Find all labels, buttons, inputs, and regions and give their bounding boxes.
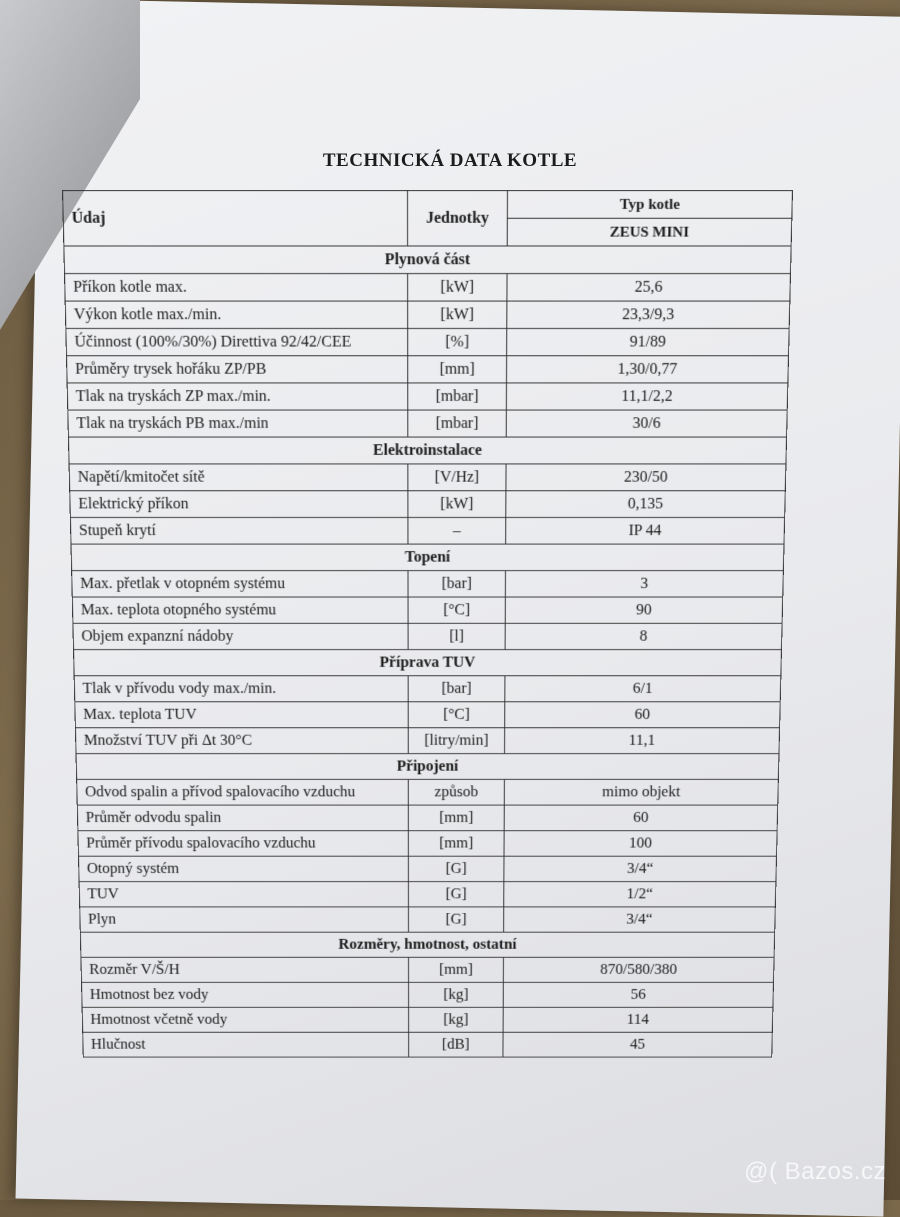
section-header-row	[71, 544, 784, 571]
row-label: Max. přetlak v otopném systému	[72, 571, 408, 597]
row-unit: [mbar]	[408, 383, 507, 410]
table-row	[83, 1032, 773, 1057]
row-value: 114	[503, 1007, 773, 1032]
section-header-row	[80, 932, 774, 957]
row-unit: [kW]	[408, 301, 507, 328]
section-title: Připojení	[76, 754, 779, 780]
table-row	[72, 571, 784, 597]
table-row	[81, 957, 774, 982]
row-unit: [%]	[408, 328, 507, 355]
row-value: 230/50	[506, 464, 786, 491]
section-title: Plynová část	[64, 246, 791, 274]
table-row	[77, 805, 778, 831]
row-unit: [mm]	[408, 831, 504, 857]
table-row	[66, 328, 789, 355]
row-label: Hmotnost včetně vody	[82, 1007, 409, 1032]
row-label: Max. teplota TUV	[75, 702, 408, 728]
row-unit: [G]	[408, 907, 503, 932]
row-value: 3	[505, 571, 783, 597]
table-row	[82, 1007, 773, 1032]
row-label: Plyn	[80, 907, 409, 932]
spec-table-body	[63, 190, 793, 1057]
row-label: Tlak na tryskách ZP max./min.	[67, 383, 408, 410]
header-model-cell: ZEUS MINI	[507, 218, 792, 246]
row-unit: [°C]	[408, 597, 505, 623]
table-row	[73, 623, 782, 649]
section-header-row	[76, 754, 779, 780]
section-header-row	[64, 246, 791, 274]
table-row	[78, 831, 777, 857]
row-label: Otopný systém	[78, 856, 408, 881]
row-value: 11,1	[505, 728, 780, 754]
table-row	[70, 517, 784, 544]
header-unit-cell: Jednotky	[408, 190, 508, 245]
table-row	[70, 491, 786, 518]
row-value: 30/6	[506, 410, 787, 437]
row-unit: [bar]	[408, 676, 505, 702]
table-row	[66, 356, 788, 383]
header-label-cell: Údaj	[63, 190, 408, 245]
row-label: Odvod spalin a přívod spalovacího vzduchu	[77, 779, 409, 805]
row-value: 45	[503, 1032, 772, 1057]
table-row	[75, 728, 779, 754]
row-label: Průměr odvodu spalin	[77, 805, 408, 831]
row-unit: [l]	[408, 623, 505, 649]
row-value: 100	[504, 831, 777, 857]
row-label: Hmotnost bez vody	[81, 982, 408, 1007]
table-row	[79, 882, 776, 907]
row-unit: [kW]	[408, 491, 506, 518]
table-row	[72, 597, 782, 623]
header-type-cell: Typ kotle	[507, 190, 792, 218]
row-unit: [dB]	[409, 1032, 503, 1057]
table-row	[69, 464, 786, 491]
row-value: mimo objekt	[504, 779, 778, 805]
row-label: Účinnost (100%/30%) Direttiva 92/42/CEE	[66, 328, 408, 355]
row-label: Stupeň krytí	[70, 517, 408, 544]
watermark: @( Bazos.cz	[744, 1158, 886, 1185]
row-value: 1/2“	[504, 882, 776, 907]
table-row	[77, 779, 779, 805]
row-label: Tlak na tryskách PB max./min	[68, 410, 408, 437]
row-label: Rozměr V/Š/H	[81, 957, 409, 982]
row-value: 90	[505, 597, 783, 623]
document-title: TECHNICKÁ DATA KOTLE	[322, 150, 578, 171]
row-label: Průměr přívodu spalovacího vzduchu	[78, 831, 409, 857]
table-row	[68, 410, 787, 437]
row-value: 91/89	[507, 328, 790, 355]
row-label: Elektrický příkon	[70, 491, 408, 518]
row-unit: [°C]	[408, 702, 505, 728]
row-label: Objem expanzní nádoby	[73, 623, 408, 649]
table-row	[78, 856, 776, 881]
section-header-row	[68, 437, 786, 464]
row-unit: [G]	[408, 882, 503, 907]
row-label: Příkon kotle max.	[65, 274, 408, 301]
row-label: Napětí/kmitočet sítě	[69, 464, 408, 491]
row-unit: [G]	[408, 856, 504, 881]
row-value: 3/4“	[504, 856, 777, 881]
row-unit: –	[408, 517, 506, 544]
row-label: Množství TUV při Δt 30°C	[75, 728, 408, 754]
row-unit: [kg]	[409, 1007, 504, 1032]
row-unit: [kg]	[409, 982, 504, 1007]
row-unit: [kW]	[408, 274, 507, 301]
spec-table	[62, 190, 793, 1058]
table-row	[75, 702, 780, 728]
row-value: 6/1	[505, 676, 781, 702]
row-value: 0,135	[506, 491, 786, 518]
row-value: 1,30/0,77	[506, 356, 788, 383]
row-unit: [mm]	[409, 957, 504, 982]
row-unit: [mm]	[408, 805, 504, 831]
table-header-row	[63, 190, 793, 218]
row-unit: [bar]	[408, 571, 505, 597]
row-unit: [V/Hz]	[408, 464, 506, 491]
row-unit: [litry/min]	[408, 728, 504, 754]
table-row	[67, 383, 788, 410]
section-title: Elektroinstalace	[68, 437, 786, 464]
section-title: Příprava TUV	[74, 650, 782, 676]
table-row	[65, 301, 790, 328]
section-title: Rozměry, hmotnost, ostatní	[80, 932, 774, 957]
row-value: IP 44	[506, 517, 785, 544]
row-value: 8	[505, 623, 782, 649]
row-value: 23,3/9,3	[507, 301, 790, 328]
row-value: 11,1/2,2	[506, 383, 788, 410]
section-header-row	[74, 650, 782, 676]
row-value: 56	[503, 982, 773, 1007]
row-unit: [mbar]	[408, 410, 507, 437]
row-unit: způsob	[408, 779, 504, 805]
row-label: Výkon kotle max./min.	[65, 301, 408, 328]
row-value: 60	[505, 702, 781, 728]
row-unit: [mm]	[408, 356, 507, 383]
row-value: 870/580/380	[503, 957, 774, 982]
row-label: Max. teplota otopného systému	[72, 597, 408, 623]
row-value: 3/4“	[504, 907, 776, 932]
row-value: 25,6	[507, 274, 791, 301]
table-row	[81, 982, 773, 1007]
section-title: Topení	[71, 544, 784, 571]
row-label: Hlučnost	[83, 1032, 409, 1057]
row-label: Průměry trysek hořáku ZP/PB	[66, 356, 407, 383]
row-label: TUV	[79, 882, 408, 907]
row-label: Tlak v přívodu vody max./min.	[74, 676, 408, 702]
row-value: 60	[504, 805, 778, 831]
table-row	[80, 907, 776, 932]
table-row	[74, 676, 781, 702]
table-row	[65, 274, 791, 301]
